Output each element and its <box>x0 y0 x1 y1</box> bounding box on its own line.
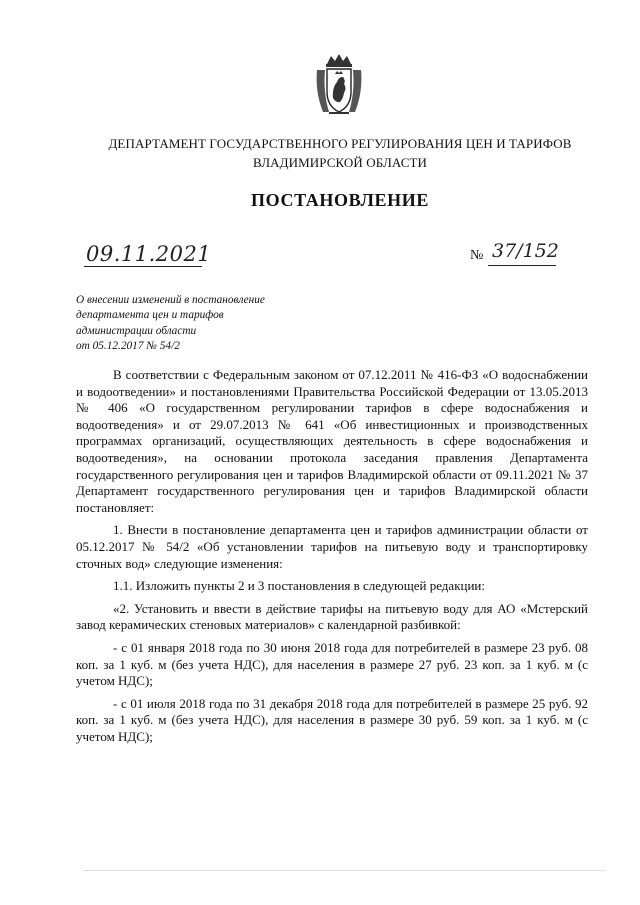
body-paragraph-item-2: «2. Установить и ввести в действие тарифы на питьевую воду для АО «Мстерский завод керамических стеновых материалов» с календарной разбивкой: <box>76 600 588 633</box>
organization-name-line2: ВЛАДИМИРСКОЙ ОБЛАСТИ <box>252 155 428 170</box>
organization-name-line1: ДЕПАРТАМЕНТ ГОСУДАРСТВЕННОГО РЕГУЛИРОВАНИЯ ЦЕН И ТАРИФОВ <box>108 136 572 151</box>
date-underline <box>84 266 202 267</box>
document-type-heading: ПОСТАНОВЛЕНИЕ <box>251 190 429 210</box>
subject-line: от 05.12.2017 № 54/2 <box>76 339 180 352</box>
body-paragraph-preamble: В соответствии с Федеральным законом от 07.12.2011 № 416-ФЗ «О водоснабжении и водоотведении» и постановлениями Правительства Российской Федерации от 13.05.2013 № 406 «О государственном регулировании тарифов в сфере водоснабжения и водоотведения» и от 29.07.2013 № 641 «Об инвестиционных и производственных программах организаций, осуществляющих деятельность в сфере водоснабжения и водоотведения», на основании протокола заседания правления Департамента государственного регулирования цен и тарифов Владимирской области от 09.11.2021 № 37 Департамент государственного регулирования цен и тарифов Владимирской области постановляет: <box>76 367 588 515</box>
number-sign: № <box>470 248 484 263</box>
number-underline <box>488 265 556 266</box>
body-paragraph-item-1: 1. Внести в постановление департамента цен и тарифов администрации области от 05.12.2017 № 54/2 «Об установлении тарифов на питьевую воду и транспортировку сточных вод» следующие изменения: <box>76 522 588 571</box>
subject-line: администрации области <box>76 324 197 337</box>
document-date: 09.11.2021 <box>86 242 212 266</box>
subject-line: О внесении изменений в постановление <box>76 294 265 306</box>
body-paragraph-tariff-h1-2018: - с 01 января 2018 года по 30 июня 2018 года для потребителей в размере 23 руб. 08 коп. за 1 куб. м (без учета НДС), для населения в размере 27 руб. 23 коп. за 1 куб. м (с учетом НДС); <box>76 639 588 689</box>
document-body <box>76 367 588 751</box>
coat-of-arms-icon <box>313 52 365 118</box>
document-subject <box>76 293 265 354</box>
page-footer-artifact <box>84 870 604 877</box>
body-paragraph-item-1-1: 1.1. Изложить пункты 2 и 3 постановления в следующей редакции: <box>113 578 485 594</box>
body-paragraph-tariff-h2-2018: - с 01 июля 2018 года по 31 декабря 2018 года для потребителей в размере 25 руб. 92 коп. за 1 куб. м (без учета НДС), для населения в размере 30 руб. 59 коп. за 1 куб. м (с учетом НДС); <box>76 695 588 744</box>
subject-line: департамента цен и тарифов <box>76 309 224 322</box>
document-number: 37/152 <box>492 240 559 262</box>
